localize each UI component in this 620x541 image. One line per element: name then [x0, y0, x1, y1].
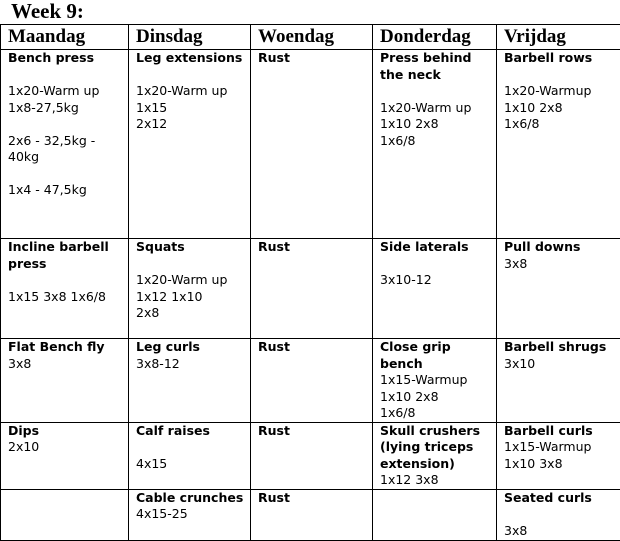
- exercise-cell-woendag: [251, 339, 373, 423]
- set-detail: 4x15-25: [136, 506, 250, 523]
- spacer: [380, 83, 496, 100]
- spacer: [8, 67, 128, 84]
- spacer: [136, 67, 250, 84]
- exercise-name: Bench press: [8, 50, 128, 67]
- exercise-name: Squats: [136, 239, 250, 256]
- day-header-dinsdag: Dinsdag: [129, 25, 251, 50]
- exercise-name: Calf raises: [136, 423, 250, 440]
- page-title: Week 9:: [11, 0, 84, 22]
- spacer: [136, 439, 250, 456]
- table-row: [1, 339, 620, 423]
- set-detail: 4x15: [136, 456, 250, 473]
- set-detail: 1x15-Warmup: [504, 439, 620, 456]
- exercise-name: Side laterals: [380, 239, 496, 256]
- exercise-name: Close grip bench: [380, 339, 496, 372]
- exercise-name: Seated curls: [504, 490, 620, 507]
- day-header-woendag: Woendag: [251, 25, 373, 50]
- exercise-cell-dinsdag: [129, 50, 251, 239]
- exercise-name: Press behind the neck: [380, 50, 496, 83]
- set-detail: 1x12 3x8: [380, 472, 496, 489]
- day-header-donderdag: Donderdag: [373, 25, 497, 50]
- set-detail: 3x10-12: [380, 272, 496, 289]
- table-row: [1, 239, 620, 339]
- exercise-cell-donderdag: [373, 339, 497, 423]
- set-detail: 1x15-Warmup: [380, 372, 496, 389]
- day-header-maandag: Maandag: [1, 25, 129, 50]
- exercise-cell-vrijdag: [497, 239, 620, 339]
- exercise-cell-woendag: [251, 489, 373, 540]
- exercise-cell-maandag: [1, 339, 129, 423]
- set-detail: 1x15: [136, 100, 250, 117]
- set-detail: 2x6 - 32,5kg -: [8, 133, 128, 150]
- spacer: [8, 116, 128, 133]
- set-detail: 1x20-Warm up: [380, 100, 496, 117]
- exercise-name: Dips: [8, 423, 128, 440]
- spacer: [136, 256, 250, 273]
- day-header-vrijdag: Vrijdag: [497, 25, 620, 50]
- exercise-cell-vrijdag: [497, 50, 620, 239]
- set-detail: 2x10: [8, 439, 128, 456]
- exercise-name: Barbell curls: [504, 423, 620, 440]
- exercise-name: Barbell shrugs: [504, 339, 620, 356]
- spacer: [504, 506, 620, 523]
- spacer: [8, 272, 128, 289]
- exercise-name: Pull downs: [504, 239, 620, 256]
- spacer: [8, 166, 128, 183]
- set-detail: 1x8-27,5kg: [8, 100, 128, 117]
- exercise-cell-donderdag: [373, 422, 497, 489]
- set-detail: 1x10 2x8: [380, 389, 496, 406]
- exercise-cell-woendag: [251, 50, 373, 239]
- set-detail: 3x10: [504, 356, 620, 373]
- exercise-name: Rust: [258, 239, 372, 256]
- exercise-cell-woendag: [251, 239, 373, 339]
- exercise-name: Incline barbell press: [8, 239, 128, 272]
- exercise-name: Rust: [258, 339, 372, 356]
- set-detail: 1x6/8: [380, 405, 496, 422]
- set-detail: 2x8: [136, 305, 250, 322]
- exercise-name: Rust: [258, 50, 372, 67]
- exercise-cell-dinsdag: [129, 339, 251, 423]
- workout-table: [0, 24, 620, 541]
- set-detail: 1x15 3x8 1x6/8: [8, 289, 128, 306]
- exercise-cell-maandag: [1, 50, 129, 239]
- set-detail: 1x10 2x8: [504, 100, 620, 117]
- exercise-cell-vrijdag: [497, 339, 620, 423]
- set-detail: 1x10 2x8: [380, 116, 496, 133]
- exercise-name: Rust: [258, 423, 372, 440]
- exercise-cell-donderdag: [373, 489, 497, 540]
- spacer: [504, 67, 620, 84]
- exercise-cell-dinsdag: [129, 422, 251, 489]
- exercise-cell-dinsdag: [129, 239, 251, 339]
- table-row: [1, 422, 620, 489]
- exercise-cell-donderdag: [373, 239, 497, 339]
- set-detail: 3x8-12: [136, 356, 250, 373]
- exercise-cell-vrijdag: [497, 489, 620, 540]
- set-detail: 1x6/8: [504, 116, 620, 133]
- table-row: [1, 489, 620, 540]
- set-detail: 3x8: [504, 523, 620, 540]
- set-detail: 1x20-Warm up: [136, 83, 250, 100]
- exercise-cell-maandag: [1, 489, 129, 540]
- exercise-cell-maandag: [1, 422, 129, 489]
- set-detail: 1x4 - 47,5kg: [8, 182, 128, 199]
- set-detail: 2x12: [136, 116, 250, 133]
- exercise-cell-donderdag: [373, 50, 497, 239]
- set-detail: 1x12 1x10: [136, 289, 250, 306]
- table-row: [1, 50, 620, 239]
- set-detail: 1x20-Warm up: [8, 83, 128, 100]
- set-detail: 3x8: [8, 356, 128, 373]
- set-detail: 1x6/8: [380, 133, 496, 150]
- exercise-name: Leg curls: [136, 339, 250, 356]
- set-detail: 3x8: [504, 256, 620, 273]
- exercise-name: Barbell rows: [504, 50, 620, 67]
- exercise-cell-maandag: [1, 239, 129, 339]
- set-detail: 40kg: [8, 149, 128, 166]
- spacer: [380, 256, 496, 273]
- exercise-name: Leg extensions: [136, 50, 250, 67]
- exercise-cell-dinsdag: [129, 489, 251, 540]
- exercise-cell-woendag: [251, 422, 373, 489]
- exercise-name: Skull crushers (lying triceps extension): [380, 423, 496, 473]
- exercise-cell-vrijdag: [497, 422, 620, 489]
- set-detail: 1x20-Warmup: [504, 83, 620, 100]
- set-detail: 1x20-Warm up: [136, 272, 250, 289]
- exercise-name: Flat Bench fly: [8, 339, 128, 356]
- set-detail: 1x10 3x8: [504, 456, 620, 473]
- exercise-name: Rust: [258, 490, 372, 507]
- header-row: [1, 25, 620, 50]
- exercise-name: Cable crunches: [136, 490, 250, 507]
